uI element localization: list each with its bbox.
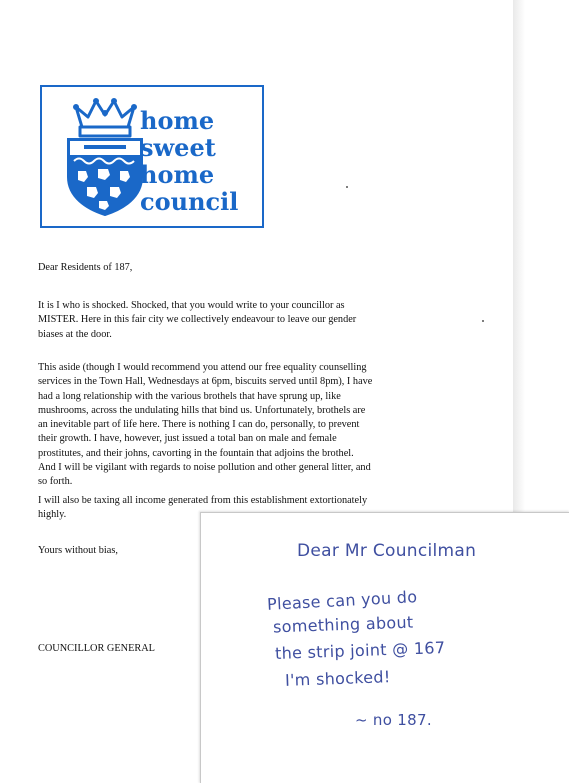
paragraph-line: had a long relationship with the various brothels that have sprung up, like bbox=[38, 390, 341, 402]
paragraph-line: their growth. I have, however, just issued a total ban on male and female bbox=[38, 433, 337, 445]
paragraph-line: mushrooms, across the undulating hills that bind us. Unfortunately, brothels are bbox=[38, 404, 366, 416]
note-greeting: Dear Mr Councilman bbox=[297, 541, 477, 561]
salutation: Dear Residents of 187, bbox=[38, 262, 133, 273]
paragraph-line: And I will be vigilant with regards to noise pollution and other general litter, and bbox=[38, 462, 371, 474]
note-line: the strip joint @ 167 bbox=[274, 638, 446, 663]
paragraph-line: biases at the door. bbox=[38, 328, 112, 340]
paragraph-line: highly. bbox=[38, 509, 67, 521]
handwritten-note bbox=[200, 512, 569, 783]
closing: Yours without bias, bbox=[38, 545, 118, 556]
paragraph-line: so forth. bbox=[38, 476, 73, 488]
paragraph-line: prostitutes, and their johns, cavorting in the fountain that adjoins the brothel. bbox=[38, 447, 354, 459]
council-name bbox=[140, 107, 238, 215]
letterhead bbox=[40, 85, 264, 228]
note-line: Please can you do bbox=[266, 587, 418, 614]
crown-shield-crest-icon bbox=[60, 97, 150, 217]
paper-speck bbox=[482, 320, 484, 322]
paragraph-2 bbox=[38, 361, 372, 490]
note-signoff: ~ no 187. bbox=[355, 711, 432, 729]
paragraph-line: MISTER. Here in this fair city we collectively endeavour to leave our gender bbox=[38, 314, 357, 326]
paragraph-line: This aside (though I would recommend you attend our free equality counselling bbox=[38, 362, 367, 373]
signature: COUNCILLOR GENERAL bbox=[38, 643, 155, 654]
council-name-line: council bbox=[140, 187, 239, 216]
council-name-line: home bbox=[140, 106, 215, 135]
council-name-line: home bbox=[140, 160, 215, 189]
note-line: I'm shocked! bbox=[284, 667, 391, 690]
note-line: something about bbox=[272, 612, 414, 637]
paragraph-1 bbox=[38, 299, 356, 342]
paragraph-line: I will also be taxing all income generated from this establishment extortionately bbox=[38, 495, 368, 506]
paper-speck bbox=[346, 186, 348, 188]
paragraph-line: services in the Town Hall, Wednesdays at 6pm, biscuits served until 8pm), I have bbox=[38, 376, 373, 388]
paragraph-line: an inevitable part of life here. There is nothing I can do, personally, to prevent bbox=[38, 419, 360, 431]
council-name-line: sweet bbox=[140, 133, 216, 162]
paragraph-line: It is I who is shocked. Shocked, that you would write to your councillor as bbox=[38, 300, 345, 311]
